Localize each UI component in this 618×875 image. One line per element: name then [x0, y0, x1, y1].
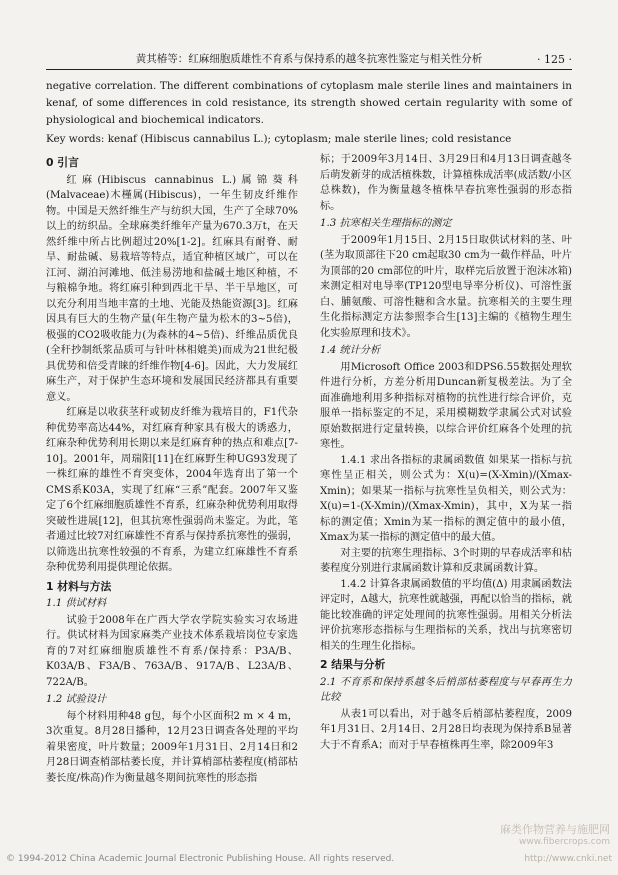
heading-1-1: 1.1 供试材料 — [46, 598, 107, 609]
intro-paragraph-1: 红麻(Hibiscus cannabinus L.)属锦葵科(Malvaceae)木槿属(Hibiscus)，一年生韧皮纤维作物。中国是天然纤维生产与纺织大国，生产了全球70%以上的纺织品。全球麻类纤维年产量为670.3万t，在天然纤维中所占比例超过20%[1-2]。红麻具有耐脊、耐旱、耐盐碱、易栽培等特点，适宜种植区域广，可以在江河、湖泊河滩地、低洼易涝地和盐碱土地区种植，不与粮棉争地。将红麻引种到西北干旱、半干旱地区，可以充分利用当地丰富的土地、光能及热能资源[3]。红麻因具有巨大的生物产量(年生物产量为松木的3~5倍)，极强的CO2吸收能力(为森林的4~5倍)、纤维品质优良(全秆抄制纸浆品质可与针叶林相媲美)而成为21世纪极具优势和倍受青睐的纤维作物[4-6]。因此，大力发展红麻生产，对于保护生态环境和发展国民经济都具有重要意义。 — [46, 174, 298, 403]
heading-1-4: 1.4 统计分析 — [320, 345, 381, 356]
watermark-text: 麻类作物营养与施肥网 — [500, 823, 610, 836]
intro-paragraph-2: 红麻是以收获茎秆或韧皮纤维为栽培目的，F1代杂种优势率高达44%，对红麻育种家具有极大的诱惑力，红麻杂种优势利用长期以来是红麻育种的热点和难点[7-10]。2001年，周瑞阳[11]在红麻野生种UG93发现了一株红麻的雄性不育突变体，2004年选育出了第一个CMS系K03A，实现了红麻“三系”配套。2007年又鉴定了6个红麻细胞质雄性不育系，红麻杂种优势利用取得突破性进展[12]，但其抗寒性强弱尚未鉴定。为此，笔者通过比较7对红麻雄性不育系与保持系抗寒性的强弱，以筛选出抗寒性较强的不育系，为建立红麻雄性不育系杂种优势利用提供理论依据。 — [46, 407, 298, 573]
paragraph-1-3: 于2009年1月15日、2月15日取供试材料的茎、叶(茎为取顶部往下20 cm起取30 cm为一截作样品，叶片为顶部的20 cm部位的叶片，取样完后放置于泡沫冰箱)来测定相对电导率(TP120型电导率分析仪)、可溶性蛋白、脯氨酸、可溶性糖和含水量。抗寒相关的主要生理生化指标测定方法参照李合生[13]主编的《植物生理生化实验原理和技术》。 — [320, 234, 572, 339]
paragraph-1-4: 用Microsoft Office 2003和DPS6.55数据处理软件进行分析，方差分析用Duncan新复极差法。为了全面准确地利用多种指标对植物的抗性进行综合评价，克服单一指标鉴定的不足，采用模糊数学隶属公式对试验原始数据进行定量转换，以综合评价红麻各个处理的抗寒性。 — [320, 361, 572, 450]
page-footer — [6, 851, 612, 867]
heading-1-3: 1.3 抗寒相关生理指标的测定 — [320, 218, 452, 229]
heading-2-1: 2.1 不育系和保持系越冬后梢部枯萎程度与早春再生力比较 — [320, 676, 572, 703]
paragraph-1-4-2: 1.4.2 计算各隶属函数值的平均值(Δ) 用隶属函数法评定时，Δ越大，抗寒性就越强，再配以恰当的指标，就能比较准确的评定处理间的抗寒性强弱。用相关分析法评价抗寒形态指标与生理指标的关系，找出与抗寒密切相关的生理生化指标。 — [320, 578, 572, 652]
keywords-line: Key words: kenaf (Hibiscus cannabilus L.); cytoplasm; male sterile lines; cold resistance — [46, 133, 512, 145]
paragraph-1-2: 每个材料用种48 g包，每个小区面积2 m × 4 m，3次重复。8月28日播种，12月23日调查各处理的平均着果密度，叶片数量；2009年1月31日、2月14日和2月28日调查梢部枯萎长度，并计算梢部枯萎程度(梢部枯萎长度/株高)作为衡量越冬期间抗寒性的形态指 — [46, 710, 298, 784]
running-title: 黄其椿等：红麻细胞质雄性不育系与保持系的越冬抗寒性鉴定与相关性分析 — [135, 53, 483, 65]
heading-1-2: 1.2 试验设计 — [46, 694, 107, 705]
copyright-notice: © 1994-2012 China Academic Journal Electronic Publishing House. All rights reserved. — [6, 854, 395, 864]
paragraph-1-4-1b: 对主要的抗寒生理指标、3个时期的早春成活率和枯萎程度分别进行隶属函数计算和反隶属函数计算。 — [320, 547, 572, 574]
right-column — [320, 152, 572, 831]
left-column — [46, 152, 298, 831]
heading-results: 2 结果与分析 — [320, 658, 386, 671]
body-columns — [46, 152, 572, 831]
heading-introduction: 0 引言 — [46, 156, 79, 169]
heading-materials-methods: 1 材料与方法 — [46, 579, 112, 593]
cnki-link[interactable]: http://www.cnki.net — [524, 854, 612, 864]
watermark-url: www.fibercrops.com — [519, 837, 610, 847]
paragraph-1-1: 试验于2008年在广西大学农学院实验实习农场进行。供试材料为国家麻类产业技术体系栽培岗位专家选育的7对红麻细胞质雄性不育系/保持系：P3A/B、K03A/B、F3A/B、763A/B、917A/B、L23A/B、722A/B。 — [46, 614, 298, 688]
abstract-text: negative correlation. The different combinations of cytoplasm male sterile lines and maintainers in kenaf, of some differences in cold resistance, its strength showed certain regularity with some of physiological and biochemical indicators. — [46, 80, 572, 126]
page-number: · 125 · — [537, 53, 572, 66]
running-header — [46, 46, 572, 70]
watermark — [500, 823, 610, 849]
paragraph-2-1: 从表1可以看出，对于越冬后梢部枯萎程度，2009年1月31日、2月14日、2月28日均表现为保持系B显著大于不育系A；而对于早春植株再生率，除2009年3 — [320, 708, 572, 751]
paragraph-1-2-continued: 标；于2009年3月14日、3月29日和4月13日调查越冬后萌发新芽的成活植株数，计算植株成活率(成活数/小区总株数)，作为衡量越冬植株早春抗寒性强弱的形态指标。 — [320, 154, 572, 212]
abstract-tail — [46, 78, 572, 148]
paragraph-1-4-1: 1.4.1 求出各指标的隶属函数值 如果某一指标与抗寒性呈正相关，则公式为：X(u)=(X-Xmin)/(Xmax-Xmin)；如果某一指标与抗寒性呈负相关，则公式为：X(u)=1-(X-Xmin)/(Xmax-Xmin)，其中，X为某一指标的测定值；Xmin为某一指标的测定值中的最小值，Xmax为某一指标的测定值中的最大值。 — [320, 454, 572, 543]
